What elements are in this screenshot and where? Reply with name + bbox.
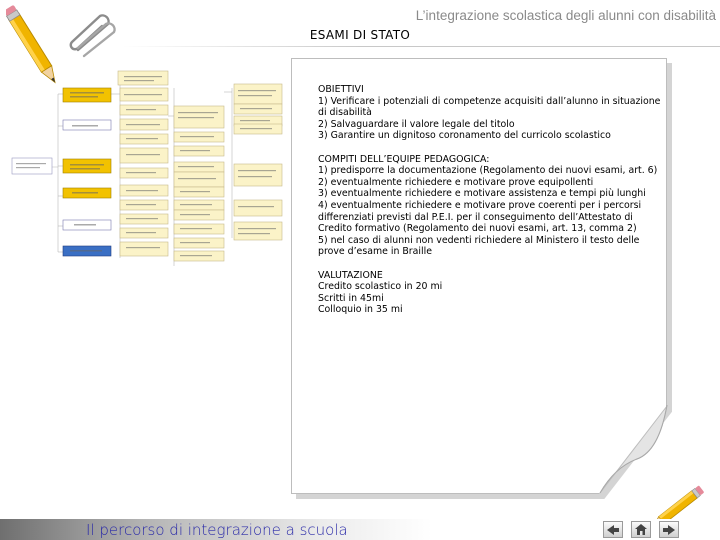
tasks-line: Credito formativo (Regolamento dei nuovi esami, art. 13, comma 2)	[318, 223, 637, 235]
tasks-line: 5) nel caso di alunni non vedenti richiedere al Ministero il testo delle	[318, 234, 640, 246]
footer-title: Il percorso di integrazione a scuola	[86, 521, 348, 539]
evaluation-line: Scritti in 45mi	[318, 292, 384, 304]
tasks-line: 3) eventualmente richiedere e motivare assistenza e tempi più lunghi	[318, 188, 646, 200]
objectives-line: 1) Verificare i potenziali di competenze acquisiti dall’alunno in situazione	[318, 95, 661, 107]
objectives-line: 3) Garantire un dignitoso coronamento del curricolo scolastico	[318, 130, 611, 142]
exam-content	[318, 84, 661, 327]
tasks-line: differenziati previsti dal P.E.I. per il conseguimento dell’Attestato di	[318, 211, 633, 223]
page-curl	[597, 405, 669, 495]
evaluation-heading: VALUTAZIONE	[318, 269, 383, 281]
forward-arrow-icon	[662, 524, 676, 536]
tasks-section	[318, 153, 658, 258]
back-arrow-icon	[606, 524, 620, 536]
title-divider	[122, 46, 720, 47]
objectives-line: 2) Salvaguardare il valore legale del titolo	[318, 118, 515, 130]
previous-slide-button[interactable]	[603, 521, 623, 538]
objectives-line: di disabilità	[318, 107, 372, 119]
presentation-title: L’integrazione scolastica degli alunni con disabilità	[415, 8, 716, 23]
evaluation-line: Colloquio in 35 mi	[318, 304, 403, 316]
home-button[interactable]	[631, 521, 651, 538]
tasks-line: 4) eventualmente richiedere e motivare prove coerenti per i percorsi	[318, 199, 642, 211]
home-icon	[634, 523, 648, 536]
tasks-line: 2) eventualmente richiedere e motivare prove equipollenti	[318, 176, 594, 188]
next-slide-button[interactable]	[659, 521, 679, 538]
tasks-line: 1) predisporre la documentazione (Regolamento dei nuovi esami, art. 6)	[318, 165, 658, 177]
objectives-section	[318, 84, 661, 142]
pencil-icon	[654, 484, 712, 524]
evaluation-line: Credito scolastico in 20 mi	[318, 281, 443, 293]
section-title: ESAMI DI STATO	[309, 28, 411, 42]
tasks-line: prove d’esame in Braille	[318, 246, 432, 258]
flowchart-diagram	[8, 68, 288, 268]
objectives-heading: OBIETTIVI	[318, 84, 364, 95]
tasks-heading: COMPITI DELL’EQUIPE PEDAGOGICA:	[318, 153, 490, 165]
evaluation-section	[318, 270, 642, 316]
